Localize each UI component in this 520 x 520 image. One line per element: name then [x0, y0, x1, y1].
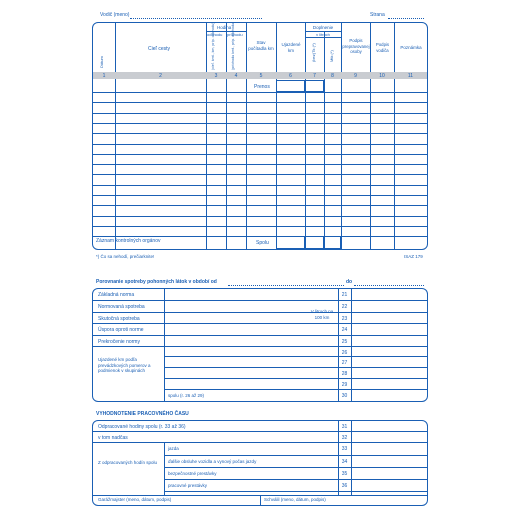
row-number: 33	[341, 446, 348, 452]
eval-row-line	[164, 491, 428, 492]
cmp-row-line	[93, 312, 427, 313]
col-dopl-b-header: Mtk (*)	[329, 50, 334, 62]
cmp-row-line	[164, 367, 428, 368]
eval-row-label: v tom nadčas	[98, 435, 128, 441]
row-number: 24	[341, 327, 348, 333]
zaznam-label: Záznam kontrolných orgánov	[96, 238, 161, 244]
eval-row-line	[93, 442, 427, 443]
row-number: 26	[341, 350, 348, 356]
col-doplnenie-header: Doplnenie	[312, 25, 334, 30]
cmp-row-line	[93, 346, 427, 347]
col-number: 4	[234, 73, 238, 79]
eval-row-line	[164, 455, 428, 456]
cmp-row-line	[93, 335, 427, 336]
prenos-km-cell[interactable]	[276, 80, 305, 92]
trip-row-line	[93, 133, 427, 134]
row-number: 27	[341, 360, 348, 366]
eval-row-line	[93, 431, 427, 432]
col-ciel-header: Cieľ cesty	[148, 46, 171, 52]
cmp-row-label: Základná norma	[98, 292, 135, 298]
period-from-field[interactable]	[228, 285, 344, 286]
row-number: 25	[341, 339, 348, 345]
eval-row-line	[164, 467, 428, 468]
cmp-row-line	[164, 356, 428, 357]
eval-sub-row: pracovné prestávky	[168, 483, 208, 488]
col-hodina-header: Hodina	[217, 25, 232, 30]
col-number: 8	[331, 73, 334, 79]
schvalil-label: Schválil (meno, dátum, podpis)	[264, 497, 326, 502]
spolu-dopl-b-cell[interactable]	[324, 236, 341, 249]
cmp-row-line	[93, 323, 427, 324]
spolu-km-cell[interactable]	[276, 236, 305, 249]
trip-row-line	[93, 92, 427, 93]
cmp-row-line	[164, 378, 428, 379]
row-number: 31	[341, 424, 348, 430]
col-prichodu-note: (príchodu kmt., príp. odchodu)	[231, 21, 235, 70]
col-odchodu-header: odchodu	[207, 32, 223, 37]
col-prichodu-header: príchodu	[227, 32, 243, 37]
cmp-row-label: Skutočná spotreba	[98, 316, 140, 322]
eval-row-label: Odpracované hodiny spolu (r. 33 až 36)	[98, 424, 186, 430]
col-dopl-a-header: (bez)Tk (*)	[311, 43, 316, 62]
col-number: 3	[214, 73, 218, 79]
row-number: 21	[341, 292, 348, 298]
cmp-spolu-label: spolu (r. 26 až 29)	[168, 393, 205, 398]
comparison-title: Porovnanie spotreby pohonných látok v období od	[96, 279, 217, 285]
driver-name-field[interactable]	[130, 18, 262, 19]
trip-row-line	[93, 205, 427, 206]
period-to-field[interactable]	[354, 285, 424, 286]
trip-row-line	[93, 185, 427, 186]
col-v-litroch-header: v litroch	[316, 32, 330, 37]
trip-row-line	[93, 164, 427, 165]
col-odchodu-note: (cieľ. kmt., km, príp. odchodu)	[211, 22, 215, 70]
row-number: 30	[341, 393, 348, 399]
col-datum-header: Dátum	[99, 56, 104, 68]
prenos-dopl-a-cell[interactable]	[305, 80, 324, 92]
form-code: ISAZ 179	[404, 254, 423, 259]
row-number: 22	[341, 304, 348, 310]
eval-sub-row: jazda	[168, 446, 179, 451]
spolu-dopl-a-cell[interactable]	[305, 236, 324, 249]
page-number-field[interactable]	[388, 18, 424, 19]
trip-row-line	[93, 102, 427, 103]
eval-sub-row: bezpečnostné prestávky	[168, 471, 217, 476]
footnote: *) Čo sa nehodí, prečiarknite!	[96, 254, 155, 259]
driver-label: Vodič (meno)	[100, 12, 130, 18]
form-sheet	[88, 0, 432, 520]
col-number: 6	[289, 73, 292, 79]
trip-row-line	[93, 123, 427, 124]
spolu-label: Spolu	[256, 240, 269, 246]
col-number: 9	[354, 73, 357, 79]
row-number: 32	[341, 435, 348, 441]
trip-row-line	[93, 154, 427, 155]
trip-row-line	[93, 216, 427, 217]
col-podpis-prepr-header: Podpis prepravovanej osoby	[342, 38, 370, 54]
eval-row-line	[93, 495, 427, 496]
col-number: 10	[379, 73, 385, 79]
trip-row-line	[93, 113, 427, 114]
row-number: 29	[341, 382, 348, 388]
eval-group-label: Z odpracovaných hodín spolu	[98, 460, 158, 465]
trip-row-line	[93, 226, 427, 227]
cmp-row-label: Normovaná spotreba	[98, 304, 145, 310]
cmp-row-line	[164, 389, 428, 390]
col-number: 11	[407, 73, 414, 79]
row-number: 23	[341, 316, 348, 322]
col-number: 7	[313, 73, 316, 79]
row-number: 35	[341, 471, 348, 477]
trip-row-line	[93, 144, 427, 145]
col-podpis-vod-header: Podpis vodiča	[375, 42, 390, 53]
cmp-row-label: Prekročenie normy	[98, 339, 140, 345]
trip-row-line	[93, 195, 427, 196]
col-number: 1	[102, 73, 106, 79]
garaz-label: Garážmajster (meno, dátum, podpis)	[98, 497, 172, 502]
comparison-title-do: do	[346, 279, 353, 285]
cmp-row-line	[93, 300, 427, 301]
col-stav-header: Stav počítadla km	[248, 40, 274, 51]
eval-row-line	[164, 479, 428, 480]
page-label: Strana	[370, 12, 385, 18]
row-number: 34	[341, 459, 348, 465]
evaluation-title: VYHODNOTENIE PRACOVNÉHO ČASU	[96, 411, 189, 417]
cmp-row-label: Úspora oproti norme	[98, 327, 144, 333]
row-number: 28	[341, 371, 348, 377]
ujazdene-label: Ujazdené km podľa prevádzkových pomerov a podmienok v skupinách	[98, 357, 151, 373]
row-number: 36	[341, 483, 348, 489]
eval-sub-row: ďalšie obsluhe vozidla a vynový počas jazdy	[168, 459, 257, 464]
cmp-unit-label: V litroch na 100 km	[310, 309, 334, 320]
col-ujazdene-header: Ujazdené km	[281, 42, 301, 53]
col-number: 2	[159, 73, 162, 79]
prenos-label: Prenos	[254, 84, 270, 90]
trip-row-line	[93, 174, 427, 175]
col-number: 5	[259, 73, 263, 79]
col-poznamka-header: Poznámka	[400, 45, 422, 50]
